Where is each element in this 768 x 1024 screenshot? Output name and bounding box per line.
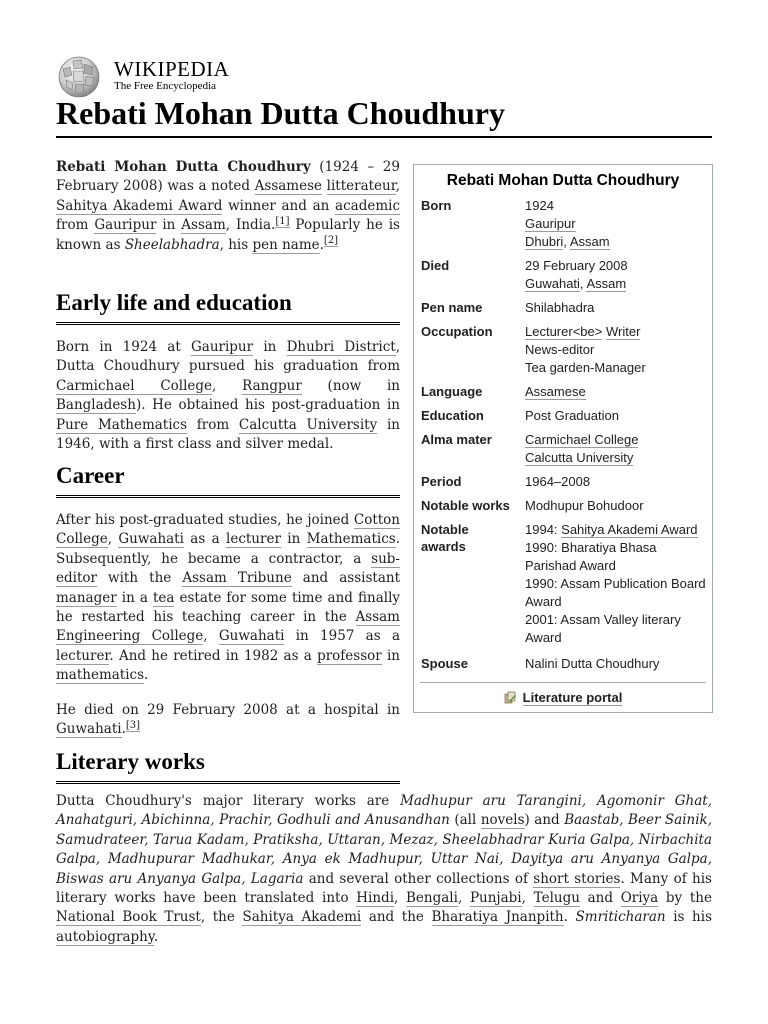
link-tea[interactable]: tea bbox=[152, 589, 175, 606]
link-calcutta-university[interactable]: Calcutta University bbox=[525, 450, 634, 465]
heading-literary-works-wrap bbox=[56, 749, 400, 784]
link-bangladesh[interactable]: Bangladesh bbox=[56, 397, 136, 414]
career-paragraph-2: He died on 29 February 2008 at a hospital in Guwahati.[3] bbox=[56, 701, 400, 738]
infobox-title: Rebati Mohan Dutta Choudhury bbox=[446, 172, 680, 189]
link-pure-mathematics[interactable]: Pure Mathematics bbox=[56, 416, 188, 433]
literature-portal-icon bbox=[504, 691, 517, 704]
ref-2[interactable]: [2] bbox=[323, 235, 339, 247]
link-assam[interactable]: Assam bbox=[569, 234, 610, 249]
infobox-label: Notable awards bbox=[421, 522, 469, 554]
link-assam[interactable]: Assam bbox=[181, 217, 226, 234]
infobox-value: 29 February 2008 Guwahati, Assam bbox=[525, 258, 628, 291]
link-sahitya-akademi[interactable]: Sahitya Akademi bbox=[242, 909, 362, 926]
link-telugu[interactable]: Telugu bbox=[533, 890, 580, 907]
infobox-row-period bbox=[414, 470, 712, 494]
infobox-label: Language bbox=[421, 384, 483, 399]
infobox-label: Education bbox=[421, 408, 484, 423]
infobox bbox=[413, 164, 713, 713]
link-lecturer[interactable]: Lecturer<be> bbox=[525, 324, 603, 339]
infobox-value: Shilabhadra bbox=[525, 300, 595, 315]
infobox-row-pen-name bbox=[414, 296, 712, 320]
infobox-label: Born bbox=[421, 198, 452, 213]
link-dhubri[interactable]: Dhubri bbox=[525, 234, 564, 249]
short-stories-list: Baastab, Beer Sainik, Samudrateer, Tarua Kadam, Pratiksha, Uttaran, Mezaz, Sheelabhadrar Kuria Galpa, Nirbachita Galpa, Madhupurar Madhukar, Anya ek Madhupur, Uttar Nai, Dayitya aru Anyanya Galpa, Biswas aru Anyanya Galpa, Lagaria bbox=[56, 812, 712, 887]
career-paragraph-1: After his post-graduated studies, he joined Cotton College, Guwahati as a lecturer in Mathematics. Subsequently, he became a contractor, a sub-editor with the Assam Tribune and assistant manager in a tea estate for some time and finally he restarted his teaching career in the Assam Engineering College, Guwahati in 1957 as a lecturer. And he retired in 1982 as a professor in mathematics. bbox=[56, 512, 401, 684]
link-cotton-college[interactable]: Cotton College bbox=[56, 512, 400, 548]
link-gauripur[interactable]: Gauripur bbox=[190, 339, 254, 355]
link-gauripur[interactable]: Gauripur bbox=[94, 217, 157, 234]
article-title: Rebati Mohan Dutta Choudhury bbox=[56, 95, 712, 138]
wikipedia-globe-icon bbox=[56, 55, 102, 99]
link-guwahati[interactable]: Guwahati bbox=[118, 531, 184, 548]
infobox-row-died bbox=[414, 254, 712, 296]
link-lecturer[interactable]: lecturer bbox=[56, 647, 110, 664]
section-literary-works bbox=[56, 792, 712, 947]
link-assam[interactable]: Assam bbox=[586, 276, 627, 291]
infobox-value bbox=[525, 431, 706, 467]
link-carmichael-college[interactable]: Carmichael College bbox=[56, 377, 213, 394]
infobox-label: Died bbox=[421, 258, 450, 273]
infobox-label: Notable works bbox=[421, 498, 510, 513]
link-carmichael-college[interactable]: Carmichael College bbox=[525, 432, 639, 447]
infobox-label: Alma mater bbox=[421, 432, 492, 447]
link-sahitya-akademi-award[interactable]: Sahitya Akademi Award bbox=[561, 522, 698, 537]
link-mathematics[interactable]: Mathematics bbox=[306, 531, 396, 548]
link-hindi[interactable]: Hindi bbox=[356, 890, 395, 907]
infobox-row-notable-awards bbox=[414, 518, 712, 650]
wikipedia-wordmark: WIKIPEDIA bbox=[114, 57, 230, 81]
infobox-label: Pen name bbox=[421, 300, 483, 315]
infobox-row-born bbox=[414, 194, 712, 254]
intro-paragraph: Rebati Mohan Dutta Choudhury (1924 – 29 February 2008) was a noted Assamese litterateur, Sahitya Akademi Award winner and an academic from Gauripur in Assam, India.[1] Popularly he is known as Sheelabhadra, his pen name.[2] bbox=[56, 159, 401, 253]
infobox-value: Nalini Dutta Choudhury bbox=[525, 656, 660, 671]
infobox-label: Spouse bbox=[421, 656, 468, 671]
infobox-row-notable-works bbox=[414, 494, 712, 518]
link-sub-editor[interactable]: sub-editor bbox=[56, 550, 400, 587]
link-guwahati[interactable]: Guwahati bbox=[56, 721, 122, 738]
infobox-value bbox=[525, 383, 706, 401]
ref-3[interactable]: [3] bbox=[125, 719, 141, 731]
link-guwahati[interactable]: Guwahati bbox=[218, 628, 285, 645]
infobox-row-spouse bbox=[414, 650, 712, 676]
infobox-value: Post Graduation bbox=[525, 408, 619, 423]
early-life-paragraph: Born in 1924 at Gauripur in Dhubri District, Dutta Choudhury pursued his graduation from Carmichael College, Rangpur (now in Bangladesh). He obtained his post-graduation in Pure Mathematics from Calcutta University in 1946, with a first class and silver medal. bbox=[56, 339, 401, 453]
link-assam-engineering-college[interactable]: Assam Engineering College bbox=[56, 609, 400, 645]
autobiography-title: Smriticharan bbox=[575, 909, 666, 926]
link-academic[interactable]: academic bbox=[335, 197, 401, 214]
link-litterateur[interactable]: litterateur bbox=[326, 178, 396, 195]
infobox-value: Lecturer<be> Writer News-editor Tea garden-Manager bbox=[525, 324, 646, 375]
section-career bbox=[56, 463, 400, 739]
infobox-row-education bbox=[414, 404, 712, 428]
wikipedia-tagline: The Free Encyclopedia bbox=[114, 80, 217, 92]
link-national-book-trust[interactable]: National Book Trust bbox=[56, 909, 201, 926]
infobox-value: 1964–2008 bbox=[525, 474, 591, 489]
wikipedia-branding[interactable] bbox=[56, 55, 296, 97]
link-assamese[interactable]: Assamese bbox=[525, 384, 586, 399]
infobox-value: 1924 Gauripur Dhubri, Assam bbox=[525, 198, 610, 249]
link-dhubri-district[interactable]: Dhubri District bbox=[286, 339, 396, 355]
link-calcutta-university[interactable]: Calcutta University bbox=[238, 416, 378, 433]
link-punjabi[interactable]: Punjabi bbox=[469, 890, 522, 907]
link-assam-tribune[interactable]: Assam Tribune bbox=[182, 570, 292, 587]
link-oriya[interactable]: Oriya bbox=[620, 890, 659, 907]
link-gauripur[interactable]: Gauripur bbox=[525, 216, 576, 231]
subject-name: Rebati Mohan Dutta Choudhury bbox=[56, 159, 311, 175]
link-short-stories[interactable]: short stories bbox=[533, 870, 621, 887]
link-professor[interactable]: professor bbox=[317, 647, 382, 664]
infobox-row-alma-mater bbox=[414, 428, 712, 470]
literary-works-paragraph: Dutta Choudhury's major literary works are Madhupur aru Tarangini, Agomonir Ghat, Anahatguri, Abichinna, Prachir, Godhuli and Anusandhan (all novels) and Baastab, Beer Sainik, Samudrateer, Tarua Kadam, Pratiksha, Uttaran, Mezaz, Sheelabhadrar Kuria Galpa, Nirbachita Galpa, Madhupurar Madhukar, Anya ek Madhupur, Uttar Nai, Dayitya aru Anyanya Galpa, Biswas aru Anyanya Galpa, Lagaria and several other collections of short stories. Many of his literary works have been translated into Hindi, Bengali, Punjabi, Telugu and Oriya by the National Book Trust, the Sahitya Akademi and the Bharatiya Jnanpith. Smriticharan is his autobiography. bbox=[56, 793, 712, 945]
heading-early-life: Early life and education bbox=[56, 290, 400, 325]
heading-literary-works: Literary works bbox=[56, 749, 400, 784]
link-mathematics[interactable]: mathematics bbox=[56, 667, 145, 684]
link-pen-name[interactable]: pen name bbox=[252, 236, 320, 253]
literature-portal-link[interactable]: Literature portal bbox=[420, 682, 706, 712]
infobox-value: Modhupur Bohudoor bbox=[525, 498, 644, 513]
section-early-life bbox=[56, 290, 400, 454]
link-writer[interactable]: Writer bbox=[605, 324, 641, 339]
novels-list: Madhupur aru Tarangini, Agomonir Ghat, Anahatguri, Abichinna, Prachir, Godhuli and Anusandhan bbox=[56, 793, 712, 829]
infobox-label: Period bbox=[421, 474, 462, 489]
link-lecturer[interactable]: lecturer bbox=[226, 531, 281, 548]
infobox-row-occupation bbox=[414, 320, 712, 380]
infobox-row-language bbox=[414, 380, 712, 404]
link-assamese[interactable]: Assamese bbox=[254, 178, 323, 195]
infobox-label: Occupation bbox=[421, 324, 493, 339]
intro-section bbox=[56, 158, 400, 255]
link-bharatiya-jnanpith[interactable]: Bharatiya Jnanpith bbox=[431, 909, 564, 926]
link-novels[interactable]: novels bbox=[480, 812, 525, 829]
link-bengali[interactable]: Bengali bbox=[406, 890, 458, 907]
infobox-value: 1994: Sahitya Akademi Award 1990: Bharatiya Bhasa Parishad Award 1990: Assam Publication Board Award 2001: Assam Valley literary Award bbox=[525, 522, 706, 645]
ref-1[interactable]: [1] bbox=[275, 215, 290, 227]
link-sahitya-akademi-award[interactable]: Sahitya Akademi Award bbox=[56, 197, 223, 214]
link-autobiography[interactable]: autobiography bbox=[56, 928, 154, 945]
heading-career: Career bbox=[56, 463, 400, 498]
link-rangpur[interactable]: Rangpur bbox=[242, 377, 302, 394]
link-guwahati[interactable]: Guwahati bbox=[525, 276, 580, 291]
link-manager[interactable]: manager bbox=[56, 589, 117, 606]
